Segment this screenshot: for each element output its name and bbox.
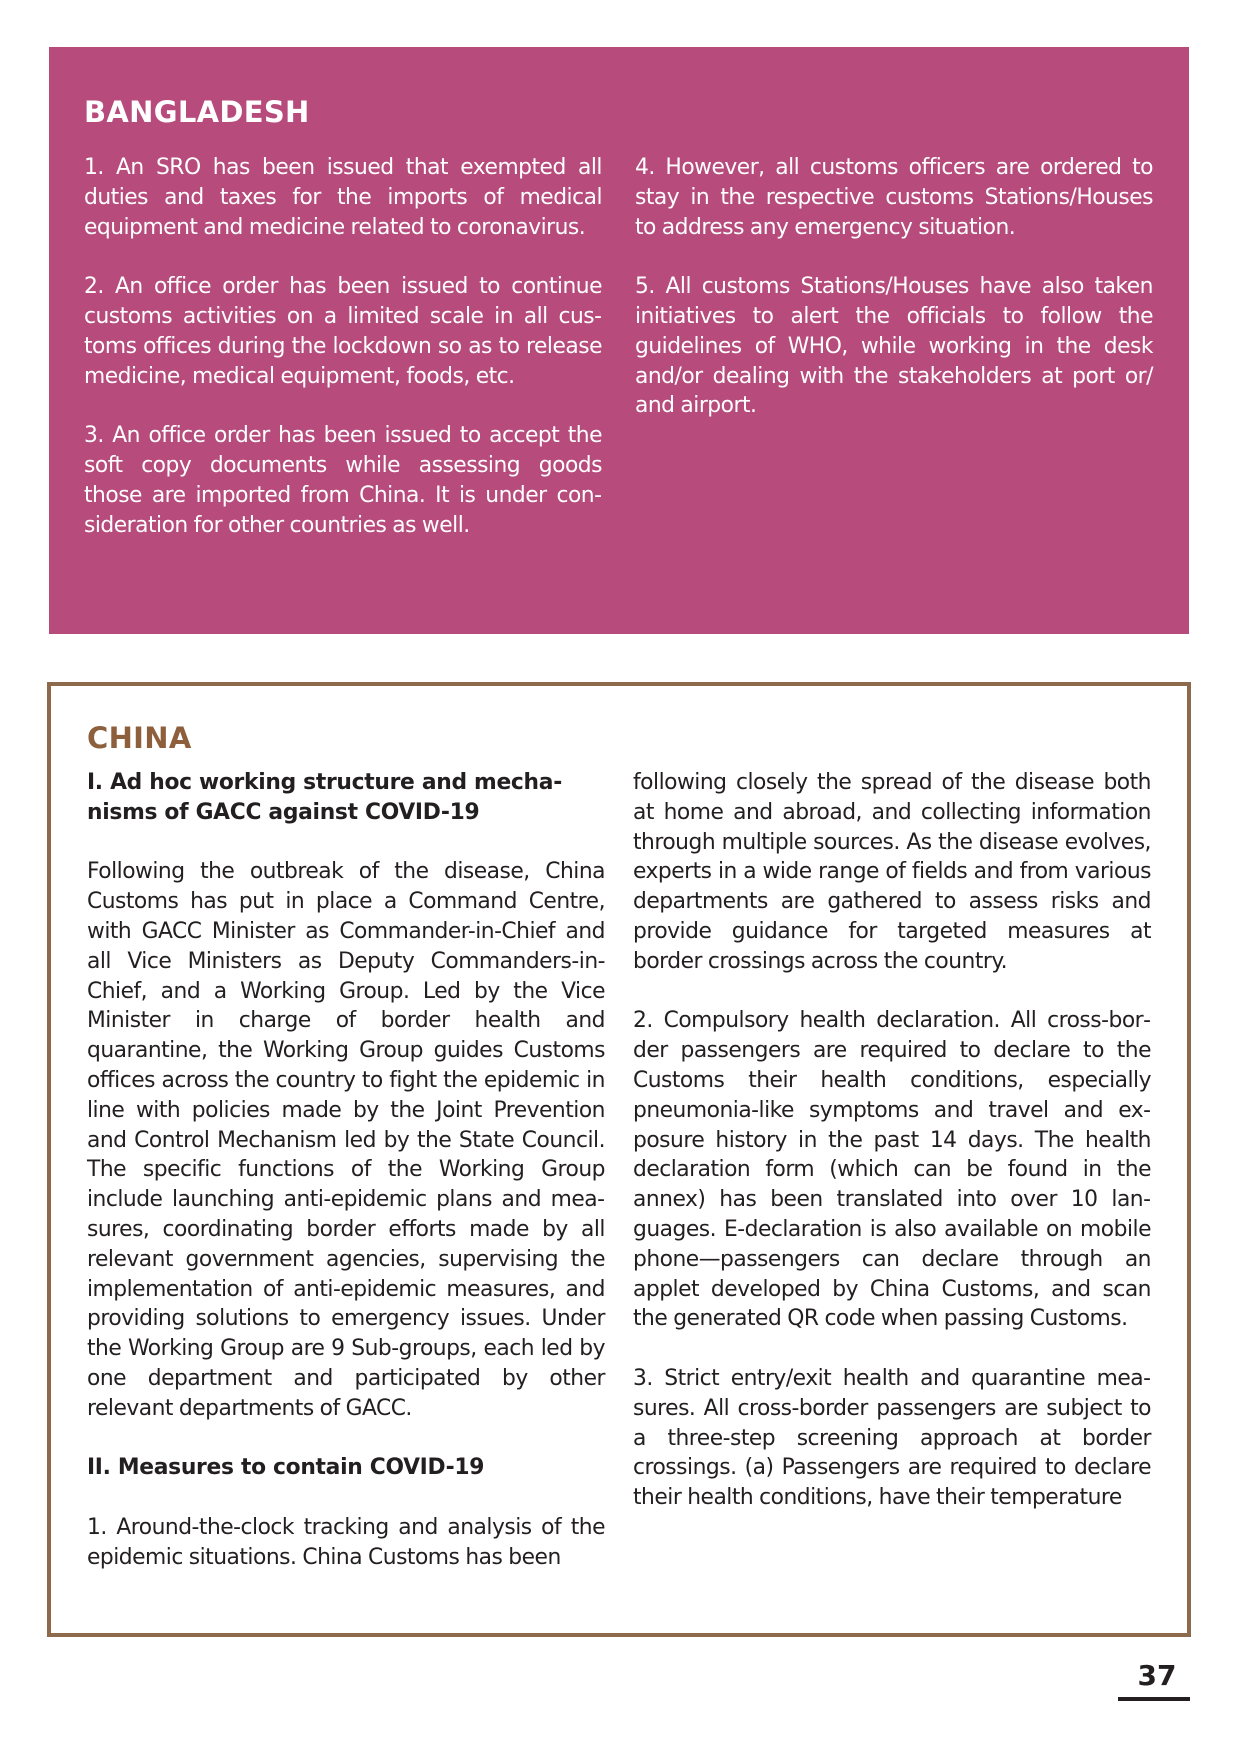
china-paragraph-command-centre: Following the outbreak of the disease, China Customs has put in place a Command Centre, with GACC Minister as Commander-in-Chief and all Vice Ministers as Deputy Commanders-in-Chief, and a Working Group. Led by the Vice Minister in charge of border health and quarantine, the Working Group guides Customs offices across the country to fight the epidemic in line with policies made by the Joint Prevention and Control Mechanism led by the State Council. The specific functions of the Working Group include launching anti-epidemic plans and measures, coordinating border efforts made by all relevant government agencies, supervising the implementation of anti-epidemic measures, and providing solutions to emergency issues. Under the Working Group are 9 Sub-groups, each led by one department and participated by other relevant departments of GACC. [87,859,605,1421]
page-number: 37 [1137,1659,1177,1692]
china-paragraph-tracking-cont: following closely the spread of the disease both at home and abroad, and collecting information through multiple sources. As the disease evolves, experts in a wide range of fields and from various departments are gathered to assess risks and provide guidance for targeted measures at border crossings across the country. [633,770,1151,974]
china-heading-structure: I. Ad hoc working structure and mechanisms of GACC against COVID-19 [87,770,563,825]
china-left-column [87,768,605,1602]
bangladesh-item-2: 2. An office order has been issued to continue customs activities on a limited scale in all customs offices during the lockdown so as to release medicine, medical equipment, foods, etc. [84,274,602,389]
bangladesh-item-4: 4. However, all customs officers are ordered to stay in the respective customs Stations/Houses to address any emergency situation. [635,155,1153,240]
bangladesh-panel [49,47,1189,634]
bangladesh-columns [84,153,1153,570]
china-title: CHINA [87,721,192,755]
bangladesh-title: BANGLADESH [84,95,310,129]
bangladesh-item-3: 3. An office order has been issued to accept the soft copy documents while assessing goods those are imported from China. It is under consideration for other countries as well. [84,423,602,538]
china-panel [47,682,1191,1637]
china-columns [87,768,1151,1602]
bangladesh-item-1: 1. An SRO has been issued that exempted all duties and taxes for the imports of medical equipment and medicine related to coronavirus. [84,155,602,240]
china-paragraph-health-declaration: 2. Compulsory health declaration. All cross-border passengers are required to declare to the Customs their health conditions, especially pneumonia-like symptoms and travel and exposure history in the past 14 days. The health declaration form (which can be found in the annex) has been translated into over 10 languages. E-declaration is also available on mobile phone—passengers can declare through an applet developed by China Customs, and scan the generated QR code when passing Customs. [633,1008,1151,1332]
china-right-column [633,768,1151,1602]
bangladesh-item-5: 5. All customs Stations/Houses have also taken initiatives to alert the officials to follow the guidelines of WHO, while working in the desk and/or dealing with the stakeholders at port or/ and airport. [635,274,1153,419]
china-heading-measures: II. Measures to contain COVID-19 [87,1455,485,1481]
page-number-rule [1118,1697,1190,1701]
china-paragraph-tracking: 1. Around-the-clock tracking and analysis of the epidemic situations. China Customs has been [87,1514,605,1570]
bangladesh-right-column [635,153,1153,570]
bangladesh-left-column [84,153,602,570]
china-paragraph-entry-exit: 3. Strict entry/exit health and quarantine measures. All cross-border passengers are subject to a three-step screening approach at border crossings. (a) Passengers are required to declare their health conditions, have their temperature [633,1365,1151,1511]
